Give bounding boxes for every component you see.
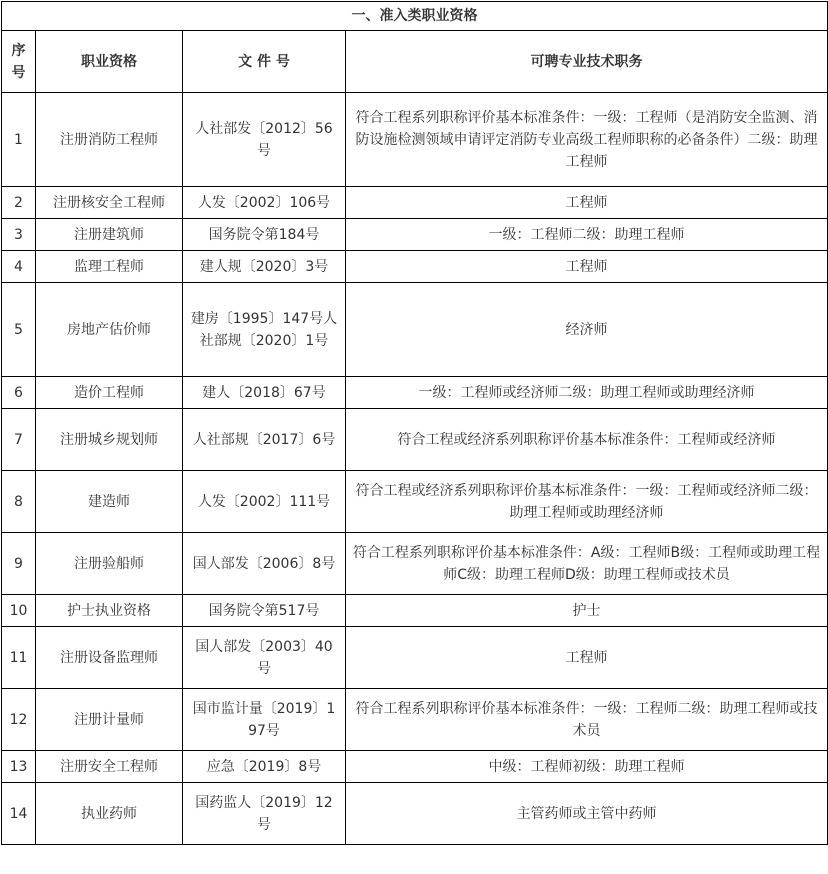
header-seq: 序号 <box>2 31 36 93</box>
table-row <box>2 751 828 783</box>
section-title: 一、准入类职业资格 <box>2 2 828 31</box>
row-qualification: 护士执业资格 <box>36 595 183 627</box>
row-qualification: 注册验船师 <box>36 533 183 595</box>
row-seq: 3 <box>2 219 36 251</box>
table-row <box>2 187 828 219</box>
row-document: 建人规〔2020〕3号 <box>183 251 346 283</box>
row-positions: 符合工程系列职称评价基本标准条件：一级：工程师（是消防安全监测、消防设施检测领域申请评定消防专业高级工程师职称的必备条件）二级：助理工程师 <box>346 93 828 187</box>
header-row <box>2 31 828 93</box>
table-row <box>2 93 828 187</box>
row-positions: 符合工程或经济系列职称评价基本标准条件：工程师或经济师 <box>346 409 828 471</box>
table-row <box>2 251 828 283</box>
row-document: 国药监人〔2019〕12号 <box>183 783 346 845</box>
qualification-table <box>1 1 828 845</box>
table-row <box>2 283 828 377</box>
row-qualification: 建造师 <box>36 471 183 533</box>
row-document: 建人〔2018〕67号 <box>183 377 346 409</box>
row-document: 建房〔1995〕147号人社部规〔2020〕1号 <box>183 283 346 377</box>
row-qualification: 注册设备监理师 <box>36 627 183 689</box>
row-qualification: 监理工程师 <box>36 251 183 283</box>
row-document: 国市监计量〔2019〕197号 <box>183 689 346 751</box>
table-row <box>2 627 828 689</box>
table-row <box>2 471 828 533</box>
row-document: 国务院令第517号 <box>183 595 346 627</box>
row-positions: 经济师 <box>346 283 828 377</box>
table-row <box>2 533 828 595</box>
row-seq: 6 <box>2 377 36 409</box>
row-qualification: 造价工程师 <box>36 377 183 409</box>
row-seq: 9 <box>2 533 36 595</box>
row-seq: 1 <box>2 93 36 187</box>
row-seq: 12 <box>2 689 36 751</box>
header-document: 文 件 号 <box>183 31 346 93</box>
row-positions: 符合工程系列职称评价基本标准条件：A级：工程师B级：工程师或助理工程师C级：助理工程师D级：助理工程师或技术员 <box>346 533 828 595</box>
row-positions: 一级：工程师或经济师二级：助理工程师或助理经济师 <box>346 377 828 409</box>
row-qualification: 注册消防工程师 <box>36 93 183 187</box>
row-seq: 11 <box>2 627 36 689</box>
row-seq: 14 <box>2 783 36 845</box>
table-row <box>2 595 828 627</box>
table-row <box>2 689 828 751</box>
row-qualification: 注册城乡规划师 <box>36 409 183 471</box>
row-document: 应急〔2019〕8号 <box>183 751 346 783</box>
row-qualification: 注册建筑师 <box>36 219 183 251</box>
row-seq: 8 <box>2 471 36 533</box>
row-positions: 符合工程或经济系列职称评价基本标准条件：一级：工程师或经济师二级：助理工程师或助理经济师 <box>346 471 828 533</box>
row-positions: 工程师 <box>346 187 828 219</box>
row-qualification: 注册核安全工程师 <box>36 187 183 219</box>
table-row <box>2 377 828 409</box>
table-row <box>2 409 828 471</box>
section-title-row <box>2 2 828 31</box>
row-document: 人发〔2002〕111号 <box>183 471 346 533</box>
row-positions: 主管药师或主管中药师 <box>346 783 828 845</box>
row-positions: 工程师 <box>346 627 828 689</box>
row-document: 人社部规〔2017〕6号 <box>183 409 346 471</box>
row-positions: 符合工程系列职称评价基本标准条件：一级：工程师二级：助理工程师或技术员 <box>346 689 828 751</box>
table-row <box>2 219 828 251</box>
row-qualification: 注册计量师 <box>36 689 183 751</box>
row-qualification: 注册安全工程师 <box>36 751 183 783</box>
row-seq: 7 <box>2 409 36 471</box>
row-document: 人发〔2002〕106号 <box>183 187 346 219</box>
row-positions: 护士 <box>346 595 828 627</box>
table-row <box>2 783 828 845</box>
row-document: 国人部发〔2003〕40号 <box>183 627 346 689</box>
row-seq: 10 <box>2 595 36 627</box>
row-qualification: 房地产估价师 <box>36 283 183 377</box>
table-body <box>2 93 828 845</box>
row-document: 国务院令第184号 <box>183 219 346 251</box>
row-positions: 中级：工程师初级：助理工程师 <box>346 751 828 783</box>
row-seq: 4 <box>2 251 36 283</box>
row-positions: 一级：工程师二级：助理工程师 <box>346 219 828 251</box>
row-seq: 2 <box>2 187 36 219</box>
header-qualification: 职业资格 <box>36 31 183 93</box>
header-positions: 可聘专业技术职务 <box>346 31 828 93</box>
row-document: 人社部发〔2012〕56号 <box>183 93 346 187</box>
row-document: 国人部发〔2006〕8号 <box>183 533 346 595</box>
row-qualification: 执业药师 <box>36 783 183 845</box>
row-seq: 5 <box>2 283 36 377</box>
row-seq: 13 <box>2 751 36 783</box>
row-positions: 工程师 <box>346 251 828 283</box>
